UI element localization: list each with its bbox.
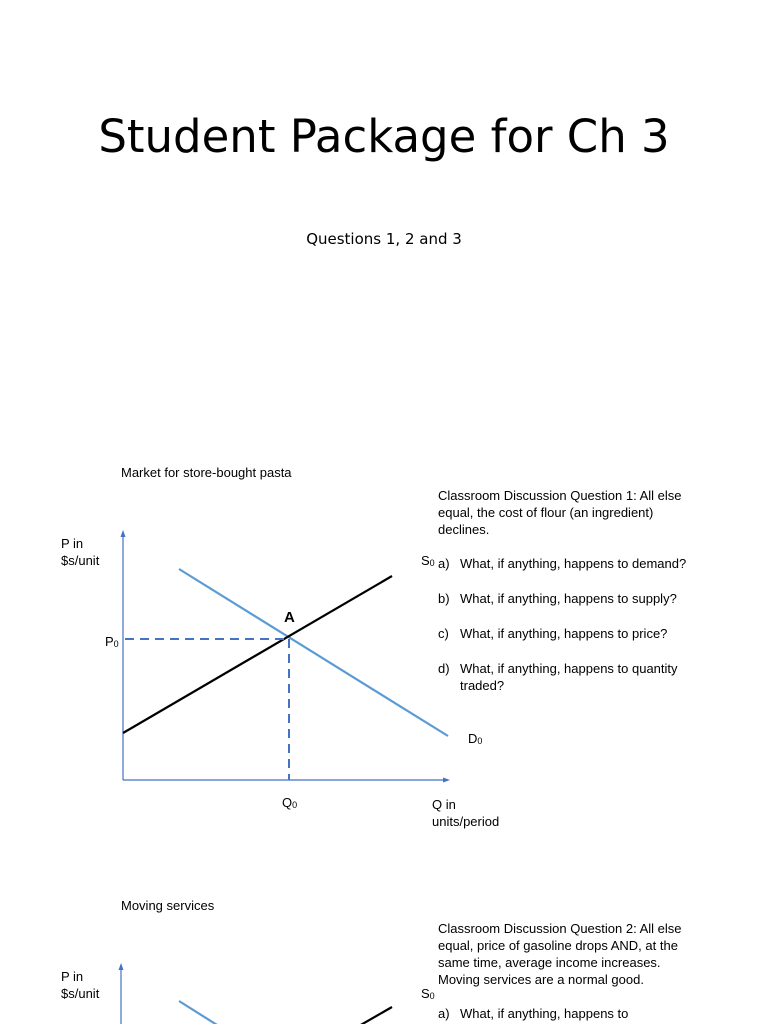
list-item: a) What, if anything, happens to — [438, 1006, 629, 1021]
chart1-price-label: P0 — [105, 634, 119, 649]
chart2-supply-curve — [352, 1007, 392, 1024]
question2 — [438, 920, 688, 1022]
page-title: Student Package for Ch 3 — [98, 110, 670, 163]
chart2-title: Moving services — [121, 898, 215, 913]
chart1-y-axis-label: P in $s/unit — [61, 536, 100, 568]
chart2-y-axis-label: P in $s/unit — [61, 969, 100, 1001]
question2-list — [438, 1005, 688, 1022]
chart1-equilibrium-point-label: A — [284, 609, 295, 626]
list-item: d) What, if anything, happens to quantity traded? — [438, 661, 678, 693]
question2-prompt: Classroom Discussion Question 2: All else equal, price of gasoline drops AND, at the same time, average income increases. Moving services are a normal good. — [438, 921, 682, 987]
chart1-demand-label: D0 — [468, 731, 483, 746]
chart1-x-axis-label: Q in units/period — [432, 797, 500, 829]
chart2-demand-curve — [179, 1001, 225, 1024]
question1-prompt: Classroom Discussion Question 1: All else equal, the cost of flour (an ingredient) declines. — [438, 488, 682, 537]
list-item: a) What, if anything, happens to demand? — [438, 556, 687, 571]
list-item: c) What, if anything, happens to price? — [438, 626, 668, 641]
chart1-title: Market for store-bought pasta — [121, 465, 292, 480]
chart2-y-axis-arrow — [119, 963, 124, 970]
chart1-quantity-label: Q0 — [282, 795, 298, 810]
page-subtitle: Questions 1, 2 and 3 — [306, 230, 462, 248]
list-item: b) What, if anything, happens to supply? — [438, 591, 677, 606]
chart1-supply-label: S0 — [421, 553, 435, 568]
chart2-supply-label: S0 — [421, 986, 435, 1001]
